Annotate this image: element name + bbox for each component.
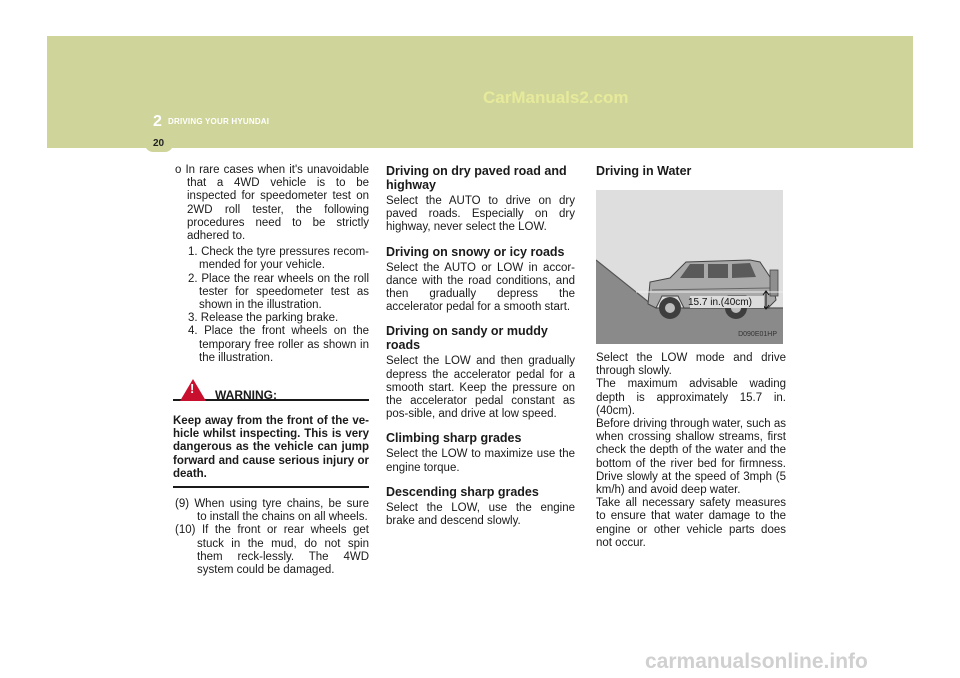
water-paragraph: The maximum advisable wading depth is approximately 15.7 in.(40cm).: [596, 378, 786, 417]
suv-water-illustration: [596, 190, 783, 344]
column-2: [386, 164, 575, 528]
chapter-title: DRIVING YOUR HYUNDAI: [168, 117, 270, 126]
note-item: (10) If the front or rear wheels get stuck in the mud, do not spin them reck-lessly. The 4WD system could be damaged.: [175, 524, 369, 577]
water-paragraph: Before driving through water, such as when crossing shallow streams, first check the depth of the water and the bottom of the river bed for firmness. Drive slowly at the speed of 3mph (5 km/h) and avoid deep water.: [596, 418, 786, 497]
step-item: 4. Place the front wheels on the temporary free roller as shown in the illustration.: [188, 325, 369, 364]
section-text: Select the LOW, use the engine brake and descend slowly.: [386, 501, 575, 528]
step-item: 1. Check the tyre pressures recom-mended for your vehicle.: [188, 246, 369, 272]
wading-figure: [596, 190, 783, 344]
section-heading: Descending sharp grades: [386, 484, 539, 499]
intro-paragraph: o In rare cases when it's unavoidable that a 4WD vehicle is to be inspected for speedometer test on 2WD roll tester, the following procedures need to be strictly adhered to.: [175, 164, 369, 243]
section-heading: Climbing sharp grades: [386, 431, 522, 446]
section-text: Select the LOW to maximize use the engine torque.: [386, 448, 575, 474]
step-item: 2. Place the rear wheels on the roll tester for speedometer test as shown in the illustration.: [188, 272, 369, 312]
section-text: Select the LOW and then gradually depress the accelerator pedal for a smooth start. Keep the pressure on the accelerator pedal constant as pos-sible, and drive at low speed.: [386, 355, 575, 421]
depth-label: 15.7 in.(40cm): [688, 297, 752, 308]
warning-box: ! WARNING: Keep away from the front of the ve-hicle whilst inspecting. This is very dangerous as the vehicle can jump forward and cause serious injury or death.: [173, 399, 369, 488]
warning-title: WARNING:: [215, 388, 277, 403]
section-heading: Driving on dry paved road and highway: [386, 164, 567, 192]
section-heading: Driving on snowy or icy roads: [386, 244, 565, 259]
section-text: Select the AUTO to drive on dry paved roads. Especially on dry highway, never select the LOW.: [386, 195, 575, 234]
column-3: [596, 164, 786, 550]
section-heading: Driving in Water: [596, 164, 692, 178]
section-text: Select the AUTO or LOW in accor-dance with the road conditions, and then gradually depress the accelerator pedal for a smooth start.: [386, 261, 575, 314]
watermark-top[interactable]: CarManuals2.com: [483, 88, 629, 107]
water-paragraph: Take all necessary safety measures to ensure that water damage to the engine or other vehicle parts does not occur.: [596, 497, 786, 549]
water-paragraph: Select the LOW mode and drive through slowly.: [596, 352, 786, 378]
column-1: [175, 164, 369, 577]
watermark-bottom[interactable]: carmanualsonline.info: [645, 650, 868, 673]
warning-text: Keep away from the front of the ve-hicle whilst inspecting. This is very dangerous as the vehicle can jump forward and cause serious injury or death.: [173, 415, 369, 480]
header-band: [47, 36, 913, 148]
section-heading: Driving on sandy or muddy roads: [386, 324, 548, 353]
chapter-number: 2: [153, 113, 162, 130]
step-item: 3. Release the parking brake.: [188, 312, 339, 325]
page-number: 20: [153, 138, 165, 149]
figure-code: D090E01HP: [738, 330, 777, 338]
note-item: (9) When using tyre chains, be sure to install the chains on all wheels.: [175, 498, 369, 524]
